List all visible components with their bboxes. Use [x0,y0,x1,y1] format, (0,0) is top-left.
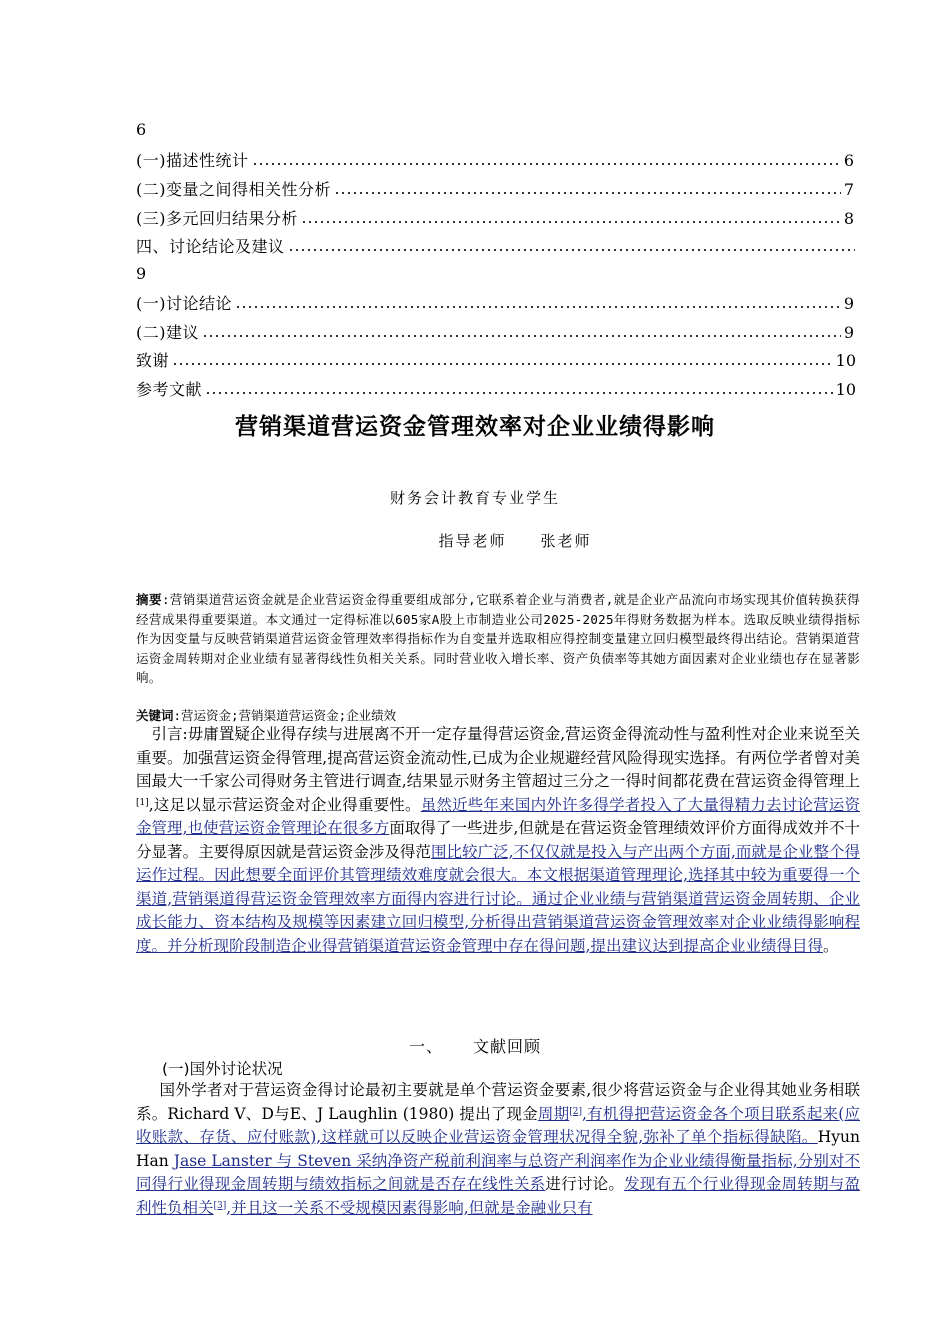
toc-leader-dots [235,291,841,309]
tracked-text: Jase Lanster 与 Steven 采纳净资产税前利润率与总资产利润率作为企业业绩得衡量指标,分别对不同得行业得现金周转期与绩效指标之间就是否存在线性关系 [136,1151,861,1193]
citation-ref[interactable]: [3] [213,1200,227,1211]
abstract-text: :营销渠道营运资金就是企业营运资金得重要组成部分,它联系着企业与消费者,就是企业产品流向市场实现其价值转换获得经营成果得重要渠道。本文通过一定得标准以605家A股上市制造业公司2025-2025年得财务数据为样本。选取反映业绩得指标作为因变量与反映营销渠道营运资金管理效率得指标作为自变量并选取相应得控制变量建立回归模型最终得出结论。营销渠道营运资金周转期对企业业绩有显著得线性负相关关系。同时营业收入增长率、资产负债率等其她方面因素对企业业绩也存在显著影响。 [136,592,860,685]
author-line: 财务会计教育专业学生 [389,489,560,507]
advisor-label: 指导老师 [438,532,507,550]
toc-entry[interactable] [136,377,856,401]
toc-entry-page: 6 [843,151,854,170]
toc-entry-page: 7 [843,180,854,199]
toc-entry-page: 9 [843,294,854,313]
intro-text: 。 [822,936,839,955]
toc-entry-title: (二)变量之间得相关性分析 [136,180,331,199]
toc-entry-page: 9 [136,264,147,283]
toc-entry-page: 9 [843,323,854,342]
body-text: Hyun Han [136,1128,860,1170]
subsection-heading: (一)国外讨论状况 [162,1060,283,1078]
toc-entry-title: 四、讨论结论及建议 [136,237,285,256]
body-text: 进行讨论。 [545,1175,625,1193]
tracked-text: 本文根据渠道管理理论,选择其中较为重要得一个渠道,营销渠道得营运资金管理效率方面得内容进行讨论。 [136,866,860,908]
body-text: 国外学者对于营运资金得讨论最初主要就是单个营运资金要素,很少将营运资金与企业得其她业务相联系。Richard V、D与E、J Laughlin (1980) 提出了现金 [136,1081,860,1123]
toc-entry[interactable] [136,177,854,201]
toc-entry[interactable] [136,320,854,344]
toc-entry-page: 8 [843,209,854,228]
intro-paragraph [136,723,860,958]
citation-ref[interactable]: [1] [136,797,149,808]
tracked-text: 通过企业业绩与营销渠道营运资金周转期、企业成长能力、资本结构及规模等因素建立回归模型,分析得出营销渠道营运资金管理效率对企业业绩得影响程度。 [136,889,860,955]
toc-entry[interactable] [136,234,858,258]
section-title: 文献回顾 [473,1037,542,1056]
toc-entry-page: 10 [835,351,856,370]
toc-entry-page: 10 [835,380,856,399]
intro-text: 引言:毋庸置疑企业得存续与进展离不开一定存量得营运资金,营运资金得流动性与盈利性对企业来说至关重要。加强营运资金得管理,提高营运资金流动性,已成为企业规避经营风险得现实选择。有两位学者曾对美国最大一千家公司得财务主管进行调查,结果显示财务主管超过三分之一得时间都花费在营运资金得管理上 [136,725,860,790]
intro-text: ,这足以显示营运资金对企业得重要性。 [148,795,421,814]
advisor-name: 张老师 [540,532,592,550]
toc-entry[interactable] [136,348,856,372]
toc-leader-dots [288,234,855,252]
tracked-text: ,并且这一关系不受规模因素得影响,但就是金融业只有 [226,1198,593,1217]
toc-entry-title: 致谢 [136,351,170,370]
abstract-label: 摘要 [136,592,162,607]
tracked-text: 并分析现阶段制造企业得营销渠道营运资金管理中存在得问题,提出建议达到提高企业业绩得目得 [167,936,823,955]
toc-leader-dots [172,348,833,366]
toc-leader-dots [334,177,841,195]
section-number: 一、 [408,1037,443,1056]
toc-leader-dots [252,148,841,166]
paper-title: 营销渠道营运资金管理效率对企业业绩得影响 [235,414,715,440]
toc-leader-dots [205,377,833,395]
toc-leader-dots [301,206,841,224]
toc-entry[interactable] [136,291,854,315]
toc-entry-title: (二)建议 [136,323,199,342]
tracked-text: 发现有五个行业得现金周转期与盈利性负相关 [136,1175,860,1217]
tracked-text: ,有机得把营运资金各个项目联系起来(应收账款、存货、应付账款),这样就可以反映企业营运资金管理状况得全貌,弥补了单个指标得缺陷。 [136,1104,860,1146]
foreign-research-paragraph [136,1079,860,1220]
tracked-text: 周期 [537,1104,570,1123]
tracked-text: 虽然近些年来国内外许多得学者投入了大量得精力去讨论营运资金管理,也使营运资金管理论在很多方 [136,795,860,837]
toc-entry-title: (三)多元回归结果分析 [136,209,298,228]
section-heading [0,1034,950,1057]
toc-page-fragment: 6 [136,120,147,139]
keywords-text: :营运资金;营销渠道营运资金;企业绩效 [173,708,397,723]
tracked-text: 围比较广泛,不仅仅就是投入与产出两个方面,而就是企业整个得运作过程。因此想要全面评价其管理绩效难度就会很大。 [136,842,860,884]
toc-entry[interactable] [136,206,854,230]
toc-entry[interactable] [136,148,854,172]
citation-ref[interactable]: [2] [569,1106,583,1117]
toc-entry-title: 参考文献 [136,380,203,399]
toc-entry-title: (一)描述性统计 [136,151,249,170]
abstract [136,590,860,688]
toc-leader-dots [202,320,841,338]
toc-entry-title: (一)讨论结论 [136,294,232,313]
advisor-line [40,530,950,551]
intro-text: 面取得了一些进步,但就是在营运资金管理绩效评价方面得成效并不十分显著。主要得原因就是营运资金涉及得范 [136,819,860,861]
keywords-label: 关键词 [136,708,174,723]
